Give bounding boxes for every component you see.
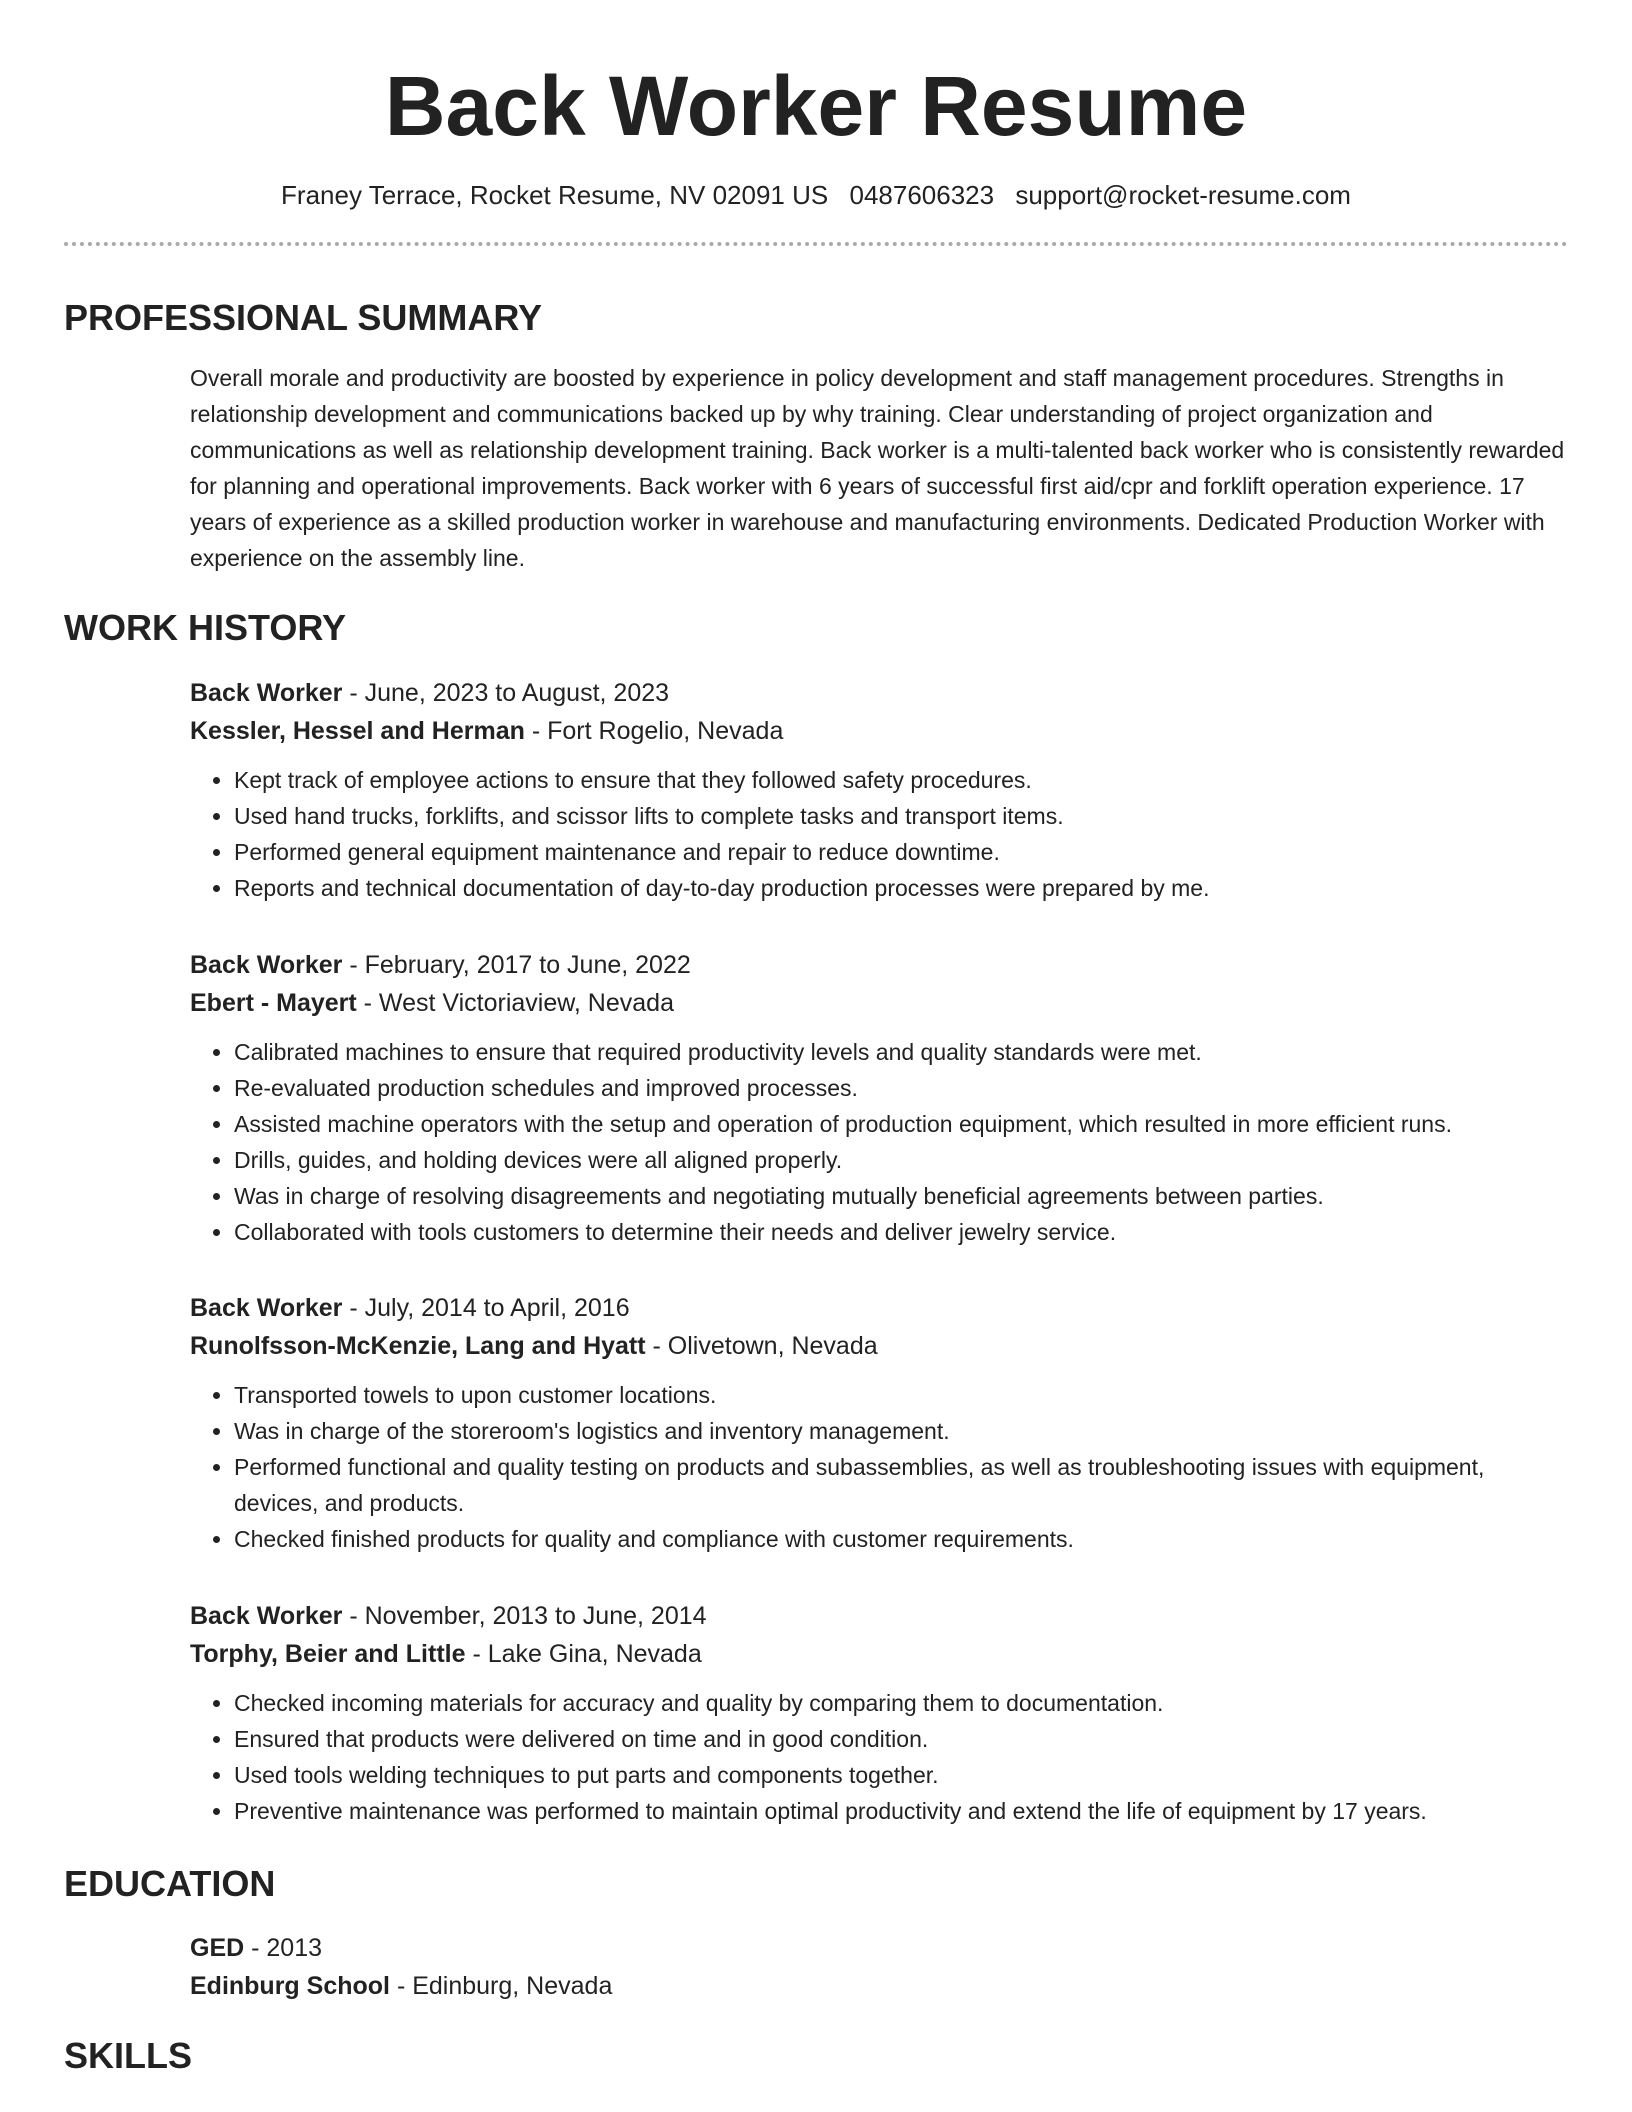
work-history-heading: WORK HISTORY bbox=[64, 607, 347, 648]
job-bullet: • Checked finished products for quality and compliance with customer requirements. bbox=[234, 1521, 1568, 1557]
job-bullet: • Reports and technical documentation of day-to-day production processes were prepared by me. bbox=[234, 870, 1568, 906]
job-company: Runolfsson-McKenzie, Lang and Hyatt bbox=[190, 1332, 646, 1360]
skills-heading: SKILLS bbox=[64, 2035, 193, 2076]
job-title: Back Worker bbox=[190, 1294, 343, 1322]
education-degree-line bbox=[190, 1929, 1568, 1967]
job-company-line bbox=[190, 984, 1568, 1022]
education-school-line bbox=[190, 1967, 1568, 2005]
education-year: - 2013 bbox=[244, 1934, 323, 1962]
education-degree: GED bbox=[190, 1934, 245, 1962]
job-company: Torphy, Beier and Little bbox=[190, 1640, 466, 1668]
job-bullets bbox=[190, 1377, 1568, 1557]
contact-address: Franey Terrace, Rocket Resume, NV 02091 US bbox=[281, 180, 829, 210]
job-title-line bbox=[190, 946, 1568, 984]
job-entry bbox=[190, 674, 1568, 906]
work-history-section bbox=[64, 606, 1568, 650]
job-bullet: • Collaborated with tools customers to determine their needs and deliver jewelry service. bbox=[234, 1214, 1568, 1250]
job-bullet: • Performed general equipment maintenance and repair to reduce downtime. bbox=[234, 834, 1568, 870]
summary-section bbox=[64, 296, 1568, 576]
job-bullet: • Ensured that products were delivered on time and in good condition. bbox=[234, 1721, 1568, 1757]
job-title-line bbox=[190, 674, 1568, 712]
job-company-line bbox=[190, 1635, 1568, 1673]
contact-phone: 0487606323 bbox=[849, 180, 995, 210]
job-dates: - June, 2023 to August, 2023 bbox=[342, 679, 670, 707]
job-location: - Lake Gina, Nevada bbox=[465, 1640, 702, 1668]
contact-email: support@rocket-resume.com bbox=[1015, 180, 1351, 210]
skills-section bbox=[64, 2034, 1568, 2078]
job-location: - West Victoriaview, Nevada bbox=[356, 989, 674, 1017]
job-bullet: • Preventive maintenance was performed to maintain optimal productivity and extend the life of equipment by 17 years. bbox=[234, 1793, 1568, 1829]
summary-text: Overall morale and productivity are boosted by experience in policy development and staff management procedures. Strengths in relationship development and communications backed up by why training. Clear understanding of project organization and communications as well as relationship development training. Back worker is a multi-talented back worker who is consistently rewarded for planning and operational improvements. Back worker with 6 years of successful first aid/cpr and forklift operation experience. 17 years of experience as a skilled production worker in warehouse and manufacturing environments. Dedicated Production Worker with experience on the assembly line. bbox=[190, 365, 1565, 571]
header-divider bbox=[64, 242, 1568, 246]
job-bullets bbox=[190, 1685, 1568, 1829]
job-dates: - February, 2017 to June, 2022 bbox=[342, 951, 691, 979]
summary-heading: PROFESSIONAL SUMMARY bbox=[64, 297, 543, 338]
job-bullet: • Was in charge of resolving disagreements and negotiating mutually beneficial agreements between parties. bbox=[234, 1178, 1568, 1214]
job-entry bbox=[190, 1597, 1568, 1829]
job-entry bbox=[190, 1289, 1568, 1557]
job-bullet: • Used tools welding techniques to put parts and components together. bbox=[234, 1757, 1568, 1793]
job-title-line bbox=[190, 1289, 1568, 1327]
resume-page bbox=[64, 0, 1568, 2076]
job-title: Back Worker bbox=[190, 951, 343, 979]
job-entry bbox=[190, 946, 1568, 1250]
job-title-line bbox=[190, 1597, 1568, 1635]
job-bullet: • Performed functional and quality testing on products and subassemblies, as well as troubleshooting issues with equipment, devices, and products. bbox=[234, 1449, 1568, 1521]
job-title: Back Worker bbox=[190, 679, 343, 707]
job-bullet: • Kept track of employee actions to ensure that they followed safety procedures. bbox=[234, 762, 1568, 798]
education-location: - Edinburg, Nevada bbox=[390, 1972, 613, 2000]
job-location: - Fort Rogelio, Nevada bbox=[524, 717, 784, 745]
job-bullets bbox=[190, 1034, 1568, 1250]
education-heading: EDUCATION bbox=[64, 1863, 276, 1904]
job-bullet: • Was in charge of the storeroom's logistics and inventory management. bbox=[234, 1413, 1568, 1449]
job-bullet: • Transported towels to upon customer locations. bbox=[234, 1377, 1568, 1413]
job-bullet: • Assisted machine operators with the setup and operation of production equipment, which resulted in more efficient runs. bbox=[234, 1106, 1568, 1142]
contact-line bbox=[64, 178, 1568, 212]
job-bullet: • Re-evaluated production schedules and improved processes. bbox=[234, 1070, 1568, 1106]
job-bullet: • Used hand trucks, forklifts, and scissor lifts to complete tasks and transport items. bbox=[234, 798, 1568, 834]
job-bullet: • Checked incoming materials for accuracy and quality by comparing them to documentation. bbox=[234, 1685, 1568, 1721]
job-title: Back Worker bbox=[190, 1602, 343, 1630]
job-company-line bbox=[190, 1327, 1568, 1365]
resume-title: Back Worker Resume bbox=[384, 59, 1248, 153]
job-bullets bbox=[190, 762, 1568, 906]
education-school: Edinburg School bbox=[190, 1972, 390, 2000]
job-company-line bbox=[190, 712, 1568, 750]
job-dates: - November, 2013 to June, 2014 bbox=[342, 1602, 707, 1630]
job-company: Ebert - Mayert bbox=[190, 989, 357, 1017]
job-company: Kessler, Hessel and Herman bbox=[190, 717, 525, 745]
education-entry bbox=[190, 1929, 1568, 2005]
job-dates: - July, 2014 to April, 2016 bbox=[342, 1294, 630, 1322]
job-location: - Olivetown, Nevada bbox=[645, 1332, 878, 1360]
job-bullet: • Calibrated machines to ensure that required productivity levels and quality standards were met. bbox=[234, 1034, 1568, 1070]
education-section bbox=[64, 1862, 1568, 1906]
job-bullet: • Drills, guides, and holding devices were all aligned properly. bbox=[234, 1142, 1568, 1178]
